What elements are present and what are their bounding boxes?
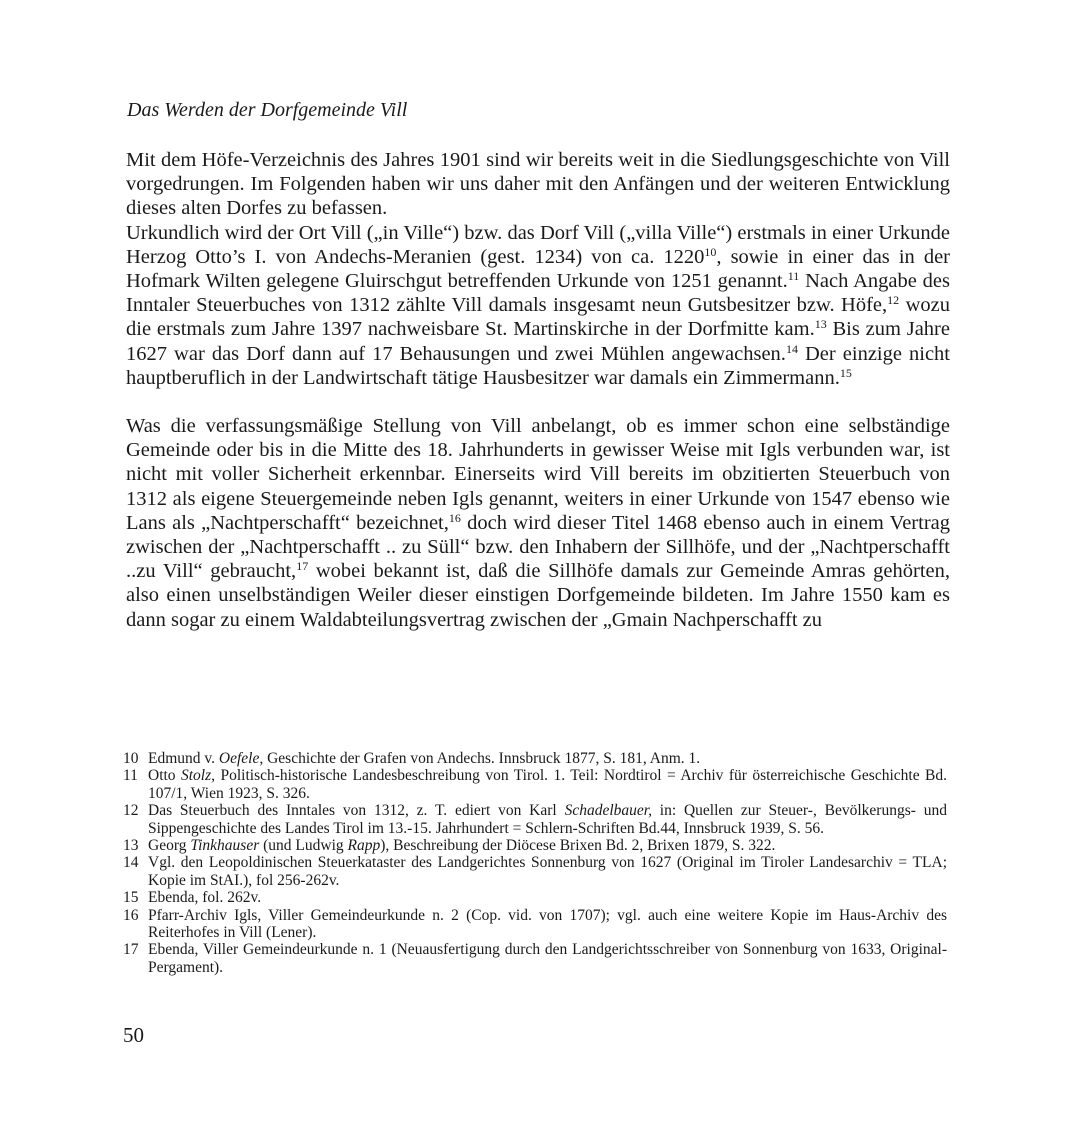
main-text xyxy=(126,148,950,632)
text-segment: Nach Angabe des Inntaler Steuerbuches von 1312 zählte Vill damals insgesamt neun Gutsbesitzer bzw. Höfe, xyxy=(126,270,951,317)
footnote-text: Georg xyxy=(148,837,191,855)
footnote-author: Oefele, xyxy=(218,750,264,767)
footnote-author: Stolz, xyxy=(181,767,216,785)
footnote-ref: 13 xyxy=(814,317,827,332)
text-segment: doch wird dieser Titel 1468 ebenso auch in einem Vertrag zwischen der „Nachtperschafft .. zu Süll“ bzw. den Inhabern der Sillhöfe, und der „Nachtperschafft ..zu Vill“ gebraucht, xyxy=(126,511,951,583)
footnote-number: 12 xyxy=(123,802,139,820)
paragraph-text: Mit dem Höfe-Verzeichnis des Jahres 1901 sind wir bereits weit in die Siedlungsgeschichte von Vill vorgedrungen. Im Folgenden haben wir uns daher mit den Anfängen und der weiteren Entwicklung dieses alten Dorfes zu befassen. xyxy=(126,149,950,220)
page-number: 50 xyxy=(123,1023,144,1047)
text-segment: wobei bekannt ist, daß die Sillhöfe damals zur Gemeinde Amras gehörten, also einen unselbständigen Weiler dieser einstigen Dorfgemeinde bildeten. Im Jahre 1550 kam es dann sogar zu einem Waldabteilungsvertrag zwischen der „Gmain Nachperschafft zu xyxy=(126,560,950,631)
footnote xyxy=(123,907,947,942)
footnote-number: 17 xyxy=(123,941,139,959)
footnote-ref: 15 xyxy=(839,365,852,380)
footnote-author: Schadelbauer, xyxy=(564,802,652,820)
footnote xyxy=(123,837,947,854)
footnote-ref: 11 xyxy=(787,269,800,284)
footnote-number: 16 xyxy=(123,906,139,924)
text-segment: Bis zum Jahre 1627 war das Dorf dann auf 17 Behausungen und zwei Mühlen angewachsen. xyxy=(126,318,950,365)
footnote-number: 10 xyxy=(123,750,139,767)
footnote-ref: 10 xyxy=(704,244,717,259)
footnote-text: (und Ludwig xyxy=(259,837,348,855)
footnote-text: Vgl. den Leopoldinischen Steuerkataster des Landgerichtes Sonnenburg von 1627 (Original im Tiroler Landesarchiv = TLA; Kopie im StAI.), fol 256-262v. xyxy=(148,854,947,889)
text-segment: Urkundlich wird der Ort Vill („in Ville“) bzw. das Dorf Vill („villa Ville“) erstmals in einer Urkunde Herzog Otto’s I. von Andechs-Meranien (gest. 1234) von ca. 1220 xyxy=(126,221,950,268)
footnote-ref: 16 xyxy=(448,510,461,525)
footnote-author: Tinkhauser xyxy=(190,837,260,855)
text-segment: Der einzige nicht hauptberuflich in der Landwirtschaft tätige Hausbesitzer war damals ein Zimmermann. xyxy=(126,342,950,389)
footnote-text: Das Steuerbuch des Inntales von 1312, z. T. ediert von Karl xyxy=(148,802,565,820)
paragraph-2 xyxy=(126,221,950,390)
text-segment: wozu die erstmals zum Jahre 1397 nachweisbare St. Martinskirche in der Dorfmitte kam. xyxy=(126,294,950,341)
text-segment: Was die verfassungsmäßige Stellung von Vill anbelangt, ob es immer schon eine selbständige Gemeinde oder bis in die Mitte des 18. Jahrhunderts in gewisser Weise mit Igls verbunden war, ist nicht mit voller Sicherheit erkennbar. Einerseits wird Vill bereits im obzitierten Steuerbuch von 1312 als eigene Steuergemeinde neben Igls genannt, weiters in einer Urkunde von 1547 ebenso wie Lans als „Nachtperschafft“ bezeichnet, xyxy=(126,415,950,534)
footnote-text: Geschichte der Grafen von Andechs. Innsbruck 1877, S. 181, Anm. 1. xyxy=(263,750,701,767)
footnote xyxy=(123,750,947,767)
footnote-number: 14 xyxy=(123,854,139,872)
footnote xyxy=(123,889,947,906)
footnote-text: Ebenda, fol. 262v. xyxy=(148,889,262,907)
text-segment: , sowie in einer das in der Hofmark Wilten gelegene Gluirschgut betreffenden Urkunde von 1251 genannt. xyxy=(126,245,950,293)
footnote-text: Politisch-historische Landesbeschreibung von Tirol. 1. Teil: Nordtirol = Archiv für österreichische Geschichte Bd. 107/1, Wien 1923, S. 326. xyxy=(148,767,947,802)
footnote-text: Edmund v. xyxy=(148,750,219,767)
paragraph-3 xyxy=(126,414,950,632)
footnote xyxy=(123,854,947,889)
footnote-text: in: Quellen zur Steuer-, Bevölkerungs- und Sippengeschichte des Landes Tirol im 13.-15. Jahrhundert = Schlern-Schriften Bd.44, Innsbruck 1939, S. 56. xyxy=(148,802,947,837)
footnotes xyxy=(123,750,947,976)
footnote-ref: 12 xyxy=(887,293,900,308)
footnote-text: Ebenda, Viller Gemeindeurkunde n. 1 (Neuausfertigung durch den Landgerichtsschreiber von Sonnenburg von 1633, Original-Pergament). xyxy=(148,941,947,976)
footnote-number: 15 xyxy=(123,889,139,907)
footnote-ref: 17 xyxy=(296,559,309,574)
footnote xyxy=(123,767,947,802)
paragraph-1 xyxy=(126,148,950,221)
footnote xyxy=(123,802,947,837)
footnote-author: Rapp xyxy=(347,837,381,855)
footnote-text: ), Beschreibung der Diöcese Brixen Bd. 2, Brixen 1879, S. 322. xyxy=(380,837,776,855)
footnote-ref: 14 xyxy=(785,341,798,356)
footnote-text: Otto xyxy=(148,767,181,785)
running-head: Das Werden der Dorfgemeinde Vill xyxy=(127,99,408,121)
footnote-text: Pfarr-Archiv Igls, Viller Gemeindeurkunde n. 2 (Cop. vid. von 1707); vgl. auch eine weitere Kopie im Haus-Archiv des Reiterhofes in Vill (Lener). xyxy=(148,906,947,942)
footnote-number: 11 xyxy=(123,767,138,785)
footnote-number: 13 xyxy=(123,837,139,855)
footnote xyxy=(123,941,947,976)
